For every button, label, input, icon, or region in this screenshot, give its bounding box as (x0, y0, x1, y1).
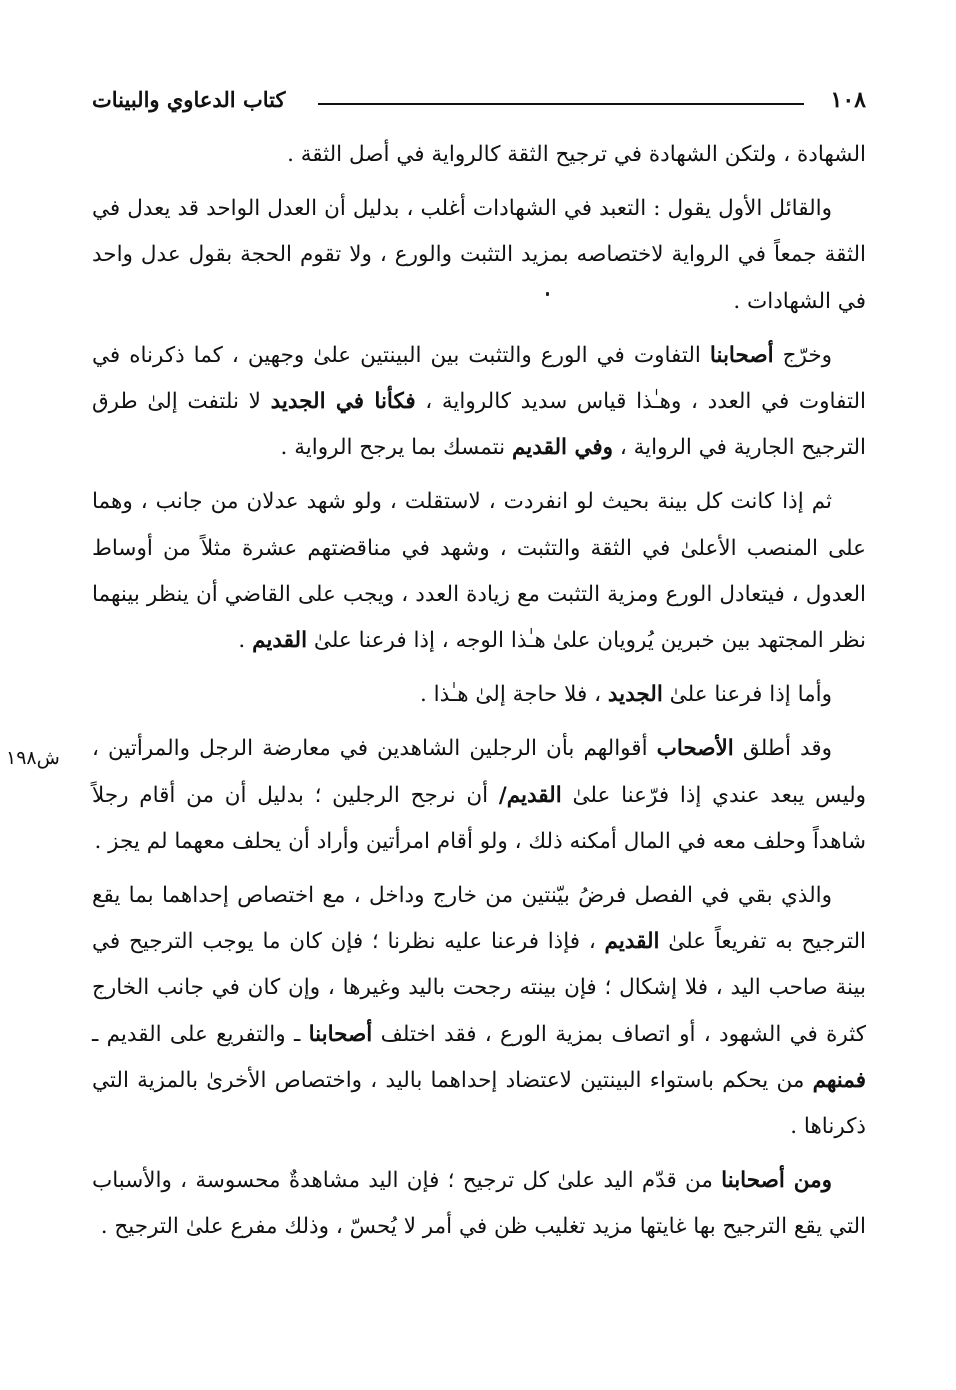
book-title: كتاب الدعاوي والبينات (92, 87, 286, 112)
text-run: ، فإذا فرعنا عليه نظرنا ؛ فإن كان ما يوجب الترجيح في بينة صاحب اليد ، فلا إشكال ؛ فإن بينته رجحت باليد وغيرها ، وإن كان في جانب الخارج كثرة في الشهود ، أو اتصاف بمزية الورع ، فقد اختلف (92, 929, 866, 1047)
paragraph (92, 132, 866, 178)
bold-term: الأصحاب (656, 736, 734, 762)
paragraph (92, 873, 866, 1150)
margin-folio-note: ش١٩٨ (6, 747, 60, 769)
bold-term: القديم (604, 929, 660, 955)
text-run: . (238, 628, 253, 654)
text-run: والذي بقي في الفصل فرضُ بيّنتين من خارج وداخل ، مع اختصاص إحداهما بما يقع الترجيح به تفريعاً علىٰ (92, 883, 866, 955)
text-run: أن نرجح الرجلين ؛ بدليل أن من أقام رجلاً شاهداً وحلف معه في المال أمكنه ذلك ، ولو أقام امرأتين وأراد أن يحلف معهما لم يجز . (92, 782, 866, 854)
paragraph (92, 672, 866, 718)
paragraph (92, 1158, 866, 1250)
text-run: ، فلا حاجة إلىٰ هـٰذا . (419, 682, 608, 708)
text-run: والقائل الأول يقول : التعبد في الشهادات أغلب ، بدليل أن العدل الواحد قد يعدل في الثقة جمعاً في الرواية لاختصاصه بمزيد التثبت والورع ، ولا تقوم الحجة بقول عدل واحد في الشهادات . (92, 196, 866, 314)
bold-term: الجديد (607, 682, 663, 708)
bold-term: القديم (252, 628, 308, 654)
text-run: من قدّم اليد علىٰ كل ترجيح ؛ فإن اليد مشاهدةٌ محسوسة ، والأسباب التي يقع الترجيح بها غايتها مزيد تغليب ظن في أمر لا يُحسّ ، وذلك مفرع علىٰ الترجيح . (92, 1168, 866, 1240)
header-rule (318, 103, 804, 105)
page-number: ١٠٨ (830, 87, 866, 113)
bold-term: ومن أصحابنا (721, 1168, 833, 1194)
text-run: من يحكم باستواء البينتين لاعتضاد إحداهما باليد ، واختصاص الأخرىٰ بالمزية التي ذكرناها . (92, 1067, 866, 1140)
paragraph (92, 726, 866, 865)
bold-term: فمنهم (812, 1067, 866, 1093)
bold-term: وفي القديم (512, 435, 614, 461)
text-run: الشهادة ، ولتكن الشهادة في ترجيح الثقة كالرواية في أصل الثقة . (287, 142, 866, 167)
bold-term: القديم/ (498, 782, 562, 808)
bold-term: أصحابنا (709, 342, 774, 368)
text-run: التفاوت في الورع والتثبت بين البينتين علىٰ وجهين ، كما ذكرناه في التفاوت في العدد ، وهـٰذا قياس سديد كالرواية ، (92, 342, 866, 415)
text-run: وخرّج (773, 342, 833, 368)
paragraph (92, 186, 866, 325)
page-body (92, 132, 866, 1251)
bold-term: أصحابنا (308, 1021, 373, 1047)
paragraph (92, 479, 866, 664)
text-run: ثم إذا كانت كل بينة بحيث لو انفردت ، لاستقلت ، ولو شهد عدلان من جانب ، وهما على المنصب الأعلىٰ في الثقة والتثبت ، وشهد في مناقضتهم عشرة مثلاً من أوساط العدول ، فيتعادل الورع ومزية التثبت مع زيادة العدد ، ويجب على القاضي أن ينظر بينهما نظر المجتهد بين خبرين يُرويان علىٰ هـٰذا الوجه ، إذا فرعنا علىٰ (92, 489, 866, 654)
text-run: لا نلتفت إلىٰ طرق الترجيح الجارية في الرواية ، (92, 389, 866, 461)
paragraph (92, 333, 866, 472)
text-run: وأما إذا فرعنا علىٰ (662, 682, 832, 708)
text-run: ـ والتفريع على القديم ـ (92, 1021, 309, 1047)
text-run: أقوالهم بأن الرجلين الشاهدين في معارضة الرجل والمرأتين ، وليس يبعد عندي إذا فرّعنا علىٰ (92, 736, 867, 808)
text-run: نتمسك بما يرجح الرواية . (280, 435, 512, 461)
bold-term: فكأنا في الجديد (270, 389, 416, 415)
page-header (92, 84, 866, 120)
text-run: وقد أطلق (733, 736, 832, 762)
